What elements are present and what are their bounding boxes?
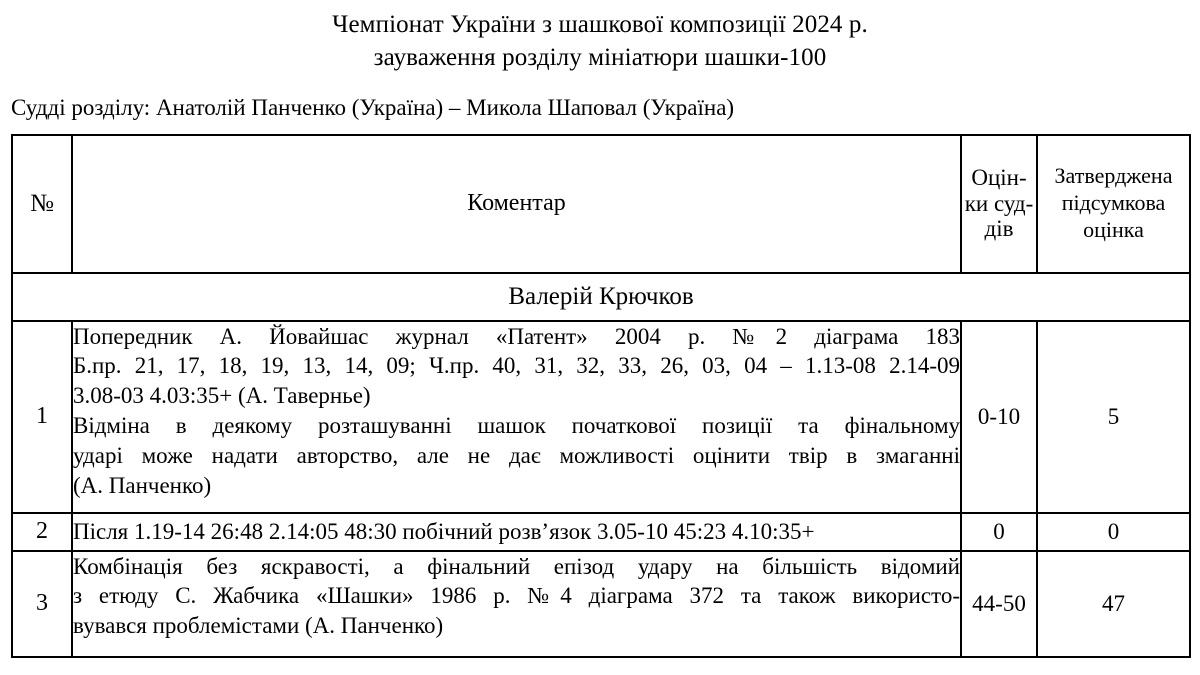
comment-line: 3.08-03 4.03:35+ (А. Тавернье): [73, 383, 371, 409]
header-comment: Коментар: [72, 135, 961, 273]
final-score: 0: [1037, 513, 1190, 551]
comment-line: (А. Панченко): [73, 473, 212, 499]
comment-line: Відміна в деякому розташуванні шашок початкової позиції та фінальному: [73, 413, 960, 439]
comment-line: Б.пр. 21, 17, 18, 19, 13, 14, 09; Ч.пр. 40, 31, 32, 33, 26, 03, 04 – 1.13-08 2.14-09: [73, 353, 960, 379]
scores-table: [11, 134, 1191, 658]
final-score: 5: [1037, 321, 1190, 513]
row-number: 2: [12, 513, 72, 551]
header-final-score-line-1: Затверджена: [1054, 163, 1173, 189]
title-line-2: зауваження розділу мініатюри шашки-100: [373, 44, 827, 71]
comment-line: Попередник А. Йовайшас журнал «Патент» 2004 р. №2 діаграма 183: [73, 323, 960, 349]
document-title: [0, 0, 1200, 74]
header-judge-scores-line-4: дів: [984, 216, 1014, 242]
judge-score: 44-50: [961, 551, 1037, 657]
comment-line: Комбінація без яскравості, а фінальний епізод удару на більшість відомий: [73, 553, 960, 579]
comment-line: Після 1.19-14 26:48 2.14:05 48:30 побічний розв’язок 3.05-10 45:23 4.10:35+: [73, 518, 815, 544]
header-judge-scores-line-1: Оцін-: [971, 164, 1027, 190]
table-row: [12, 513, 1190, 551]
comment-line: вувався проблемістами (А. Панченко): [73, 613, 444, 639]
row-number: 3: [12, 551, 72, 657]
final-score: 47: [1037, 551, 1190, 657]
row-comment: [72, 513, 961, 551]
header-number: №: [12, 135, 72, 273]
table-row: [12, 551, 1190, 657]
author-name: Валерій Крючков: [12, 273, 1190, 321]
comment-line: ударі може надати авторство, але не дає можливості оцінити твір в змаганні: [73, 443, 960, 469]
header-judge-scores-line-2: ки: [964, 190, 989, 216]
judge-score: 0-10: [961, 321, 1037, 513]
judge-score: 0: [961, 513, 1037, 551]
table-header-row: [12, 135, 1190, 273]
header-judge-scores: [961, 135, 1037, 273]
row-comment: [72, 321, 961, 513]
title-line-1: Чемпіонат України з шашкової композиції 2024 р.: [332, 11, 868, 38]
comment-line: з етюду С. Жабчика «Шашки» 1986 р. №4 діаграма 372 та також використо-: [73, 583, 960, 609]
header-final-score-line-2: підсумкова: [1061, 190, 1166, 216]
table-row: [12, 321, 1190, 513]
row-number: 1: [12, 321, 72, 513]
header-final-score: [1037, 135, 1190, 273]
judges-line: Судді розділу: Анатолій Панченко (Україна) – Микола Шаповал (Україна): [11, 95, 735, 120]
header-judge-scores-line-3: суд-: [993, 190, 1034, 216]
author-band-row: [12, 273, 1190, 321]
row-comment: [72, 551, 961, 657]
header-final-score-line-3: оцінка: [1083, 217, 1144, 242]
